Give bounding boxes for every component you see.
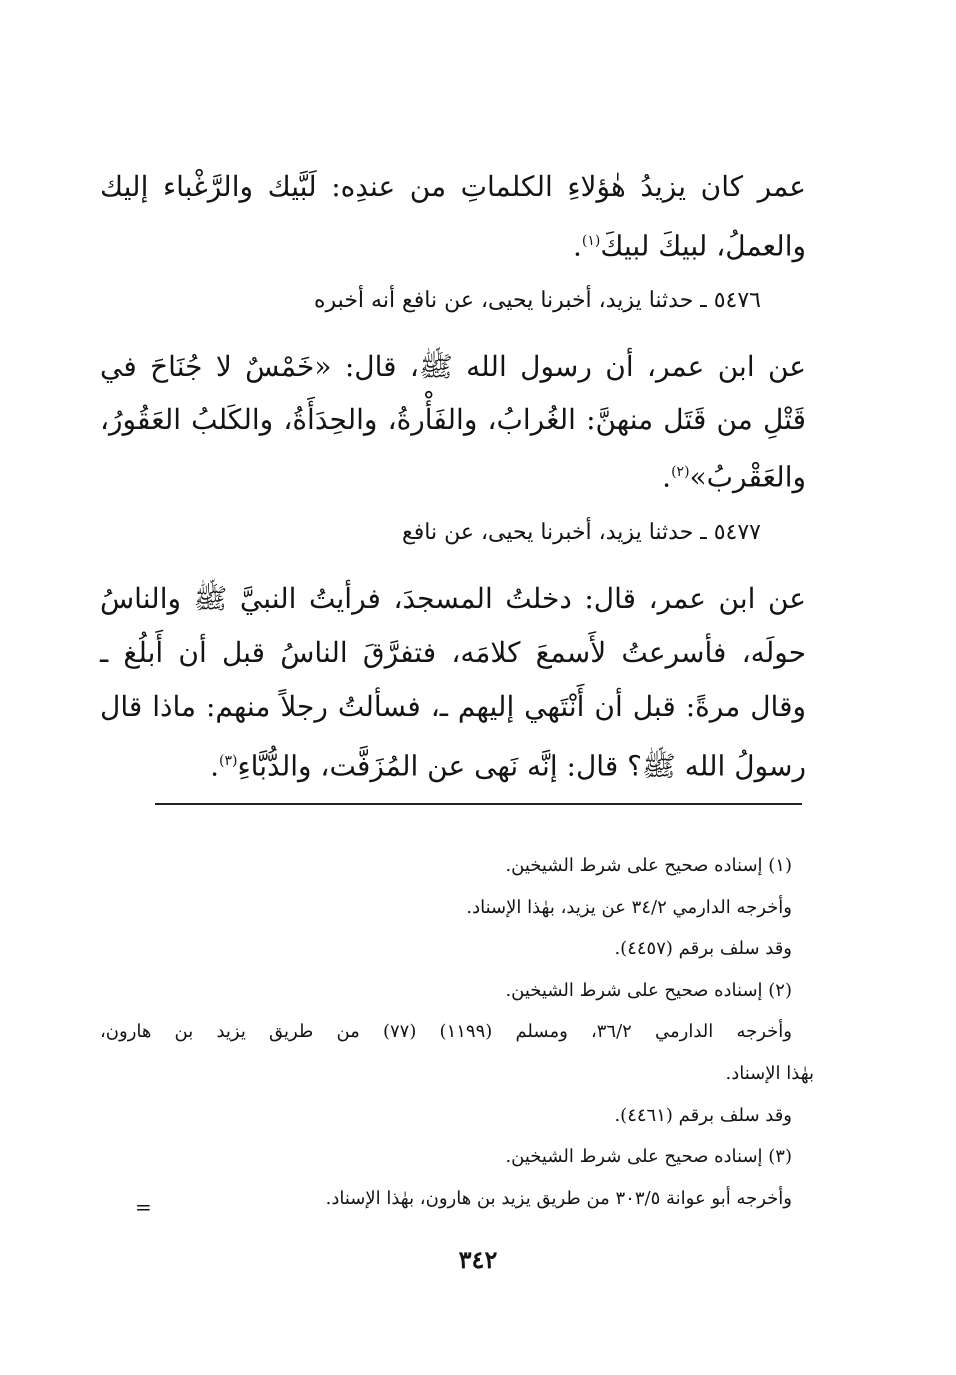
footnote-1-takhrij: وأخرجه الدارمي ٣٤/٢ عن يزيد، بهٰذا الإسناد. bbox=[466, 896, 792, 918]
paragraph-text: عمر كان يزيدُ هٰؤلاءِ الكلماتِ من عندِه: لَبَّيك والرَّغْباء إليك والعملُ، لبيكَ لبيكَ bbox=[100, 170, 806, 263]
footnote-2-takhrij: وأخرجه الدارمي ٣٦/٢، ومسلم (١١٩٩) (٧٧) من طريق يزيد بن هارون، bbox=[100, 1021, 792, 1043]
footnote-3-takhrij: وأخرجه أبو عوانة ٣٠٣/٥ من طريق يزيد بن هارون، بهٰذا الإسناد. bbox=[325, 1187, 792, 1209]
footnote-2-takhrij-continued: بهٰذا الإسناد. bbox=[725, 1062, 814, 1084]
footnote-3-grading: (٣) إسناده صحيح على شرط الشيخين. bbox=[505, 1146, 792, 1168]
footnote-ref: (١) bbox=[581, 233, 601, 249]
footnote-divider bbox=[155, 803, 802, 805]
continuation-mark: = bbox=[135, 1195, 152, 1219]
paragraph-text: عن ابن عمر، قال: دخلتُ المسجدَ، فرأيتُ النبيَّ ﷺ والناسُ حولَه، فأسرعتُ لأَسمعَ كلامَه، فتفرَّقَ الناسُ قبل أن أَبلُغ ـ وقال مرةً: قبل أن أَنْتَهي إليهم ـ، فسألتُ رجلاً منهم: ماذا قال رسولُ الله ﷺ؟ قال: إنَّه نَهى عن المُزَفَّت، والدُّبَّاءِ bbox=[100, 582, 806, 783]
hadith-5476-matn: عن ابن عمر، أن رسول الله ﷺ، قال: «خَمْسٌ لا جُنَاحَ في قَتْلِ من قَتَل منهنَّ: الغُرابُ، والفَأْرةُ، والحِدَأَةُ، والكَلبُ العَقُورُ، والعَقْربُ»$^{(٢)}$. bbox=[100, 350, 806, 494]
footnote-1-grading: (١) إسناده صحيح على شرط الشيخين. bbox=[505, 855, 792, 876]
hadith-5477-sanad: ٥٤٧٧ ـ حدثنا يزيد، أخبرنا يحيى، عن نافع bbox=[402, 520, 761, 545]
hadith-5476-sanad: ٥٤٧٦ ـ حدثنا يزيد، أخبرنا يحيى، عن نافع أنه أخبره bbox=[314, 288, 761, 313]
page-number: ٣٤٢ bbox=[458, 1245, 498, 1274]
paragraph-hadith-end: عمر كان يزيدُ هٰؤلاءِ الكلماتِ من عندِه: لَبَّيك والرَّغْباء إليك والعملُ، لبيكَ لبيكَ$^{(١)}$. bbox=[100, 170, 806, 263]
footnote-ref: (٢) bbox=[671, 464, 690, 480]
hadith-5477-matn: عن ابن عمر، قال: دخلتُ المسجدَ، فرأيتُ النبيَّ ﷺ والناسُ حولَه، فأسرعتُ لأَسمعَ كلامَه، فتفرَّقَ الناسُ قبل أن أَبلُغ ـ وقال مرةً: قبل أن أَنْتَهي إليهم ـ، فسألتُ رجلاً منهم: ماذا قال رسولُ الله ﷺ؟ قال: إنَّه نَهى عن المُزَفَّت، والدُّبَّاءِ$^{(٣)}$. bbox=[100, 582, 806, 783]
footnote-1-reference: وقد سلف برقم (٤٤٥٧). bbox=[614, 938, 792, 960]
footnote-ref: (٣) bbox=[219, 753, 238, 769]
footnote-2-reference: وقد سلف برقم (٤٤٦١). bbox=[614, 1104, 792, 1126]
footnote-2-grading: (٢) إسناده صحيح على شرط الشيخين. bbox=[505, 979, 792, 1001]
paragraph-text: عن ابن عمر، أن رسول الله ﷺ، قال: «خَمْسٌ لا جُنَاحَ في قَتْلِ من قَتَل منهنَّ: الغُرابُ، والفَأْرةُ، والحِدَأَةُ، والكَلبُ العَقُورُ، والعَقْربُ» bbox=[100, 350, 806, 494]
footnotes bbox=[100, 845, 814, 1219]
